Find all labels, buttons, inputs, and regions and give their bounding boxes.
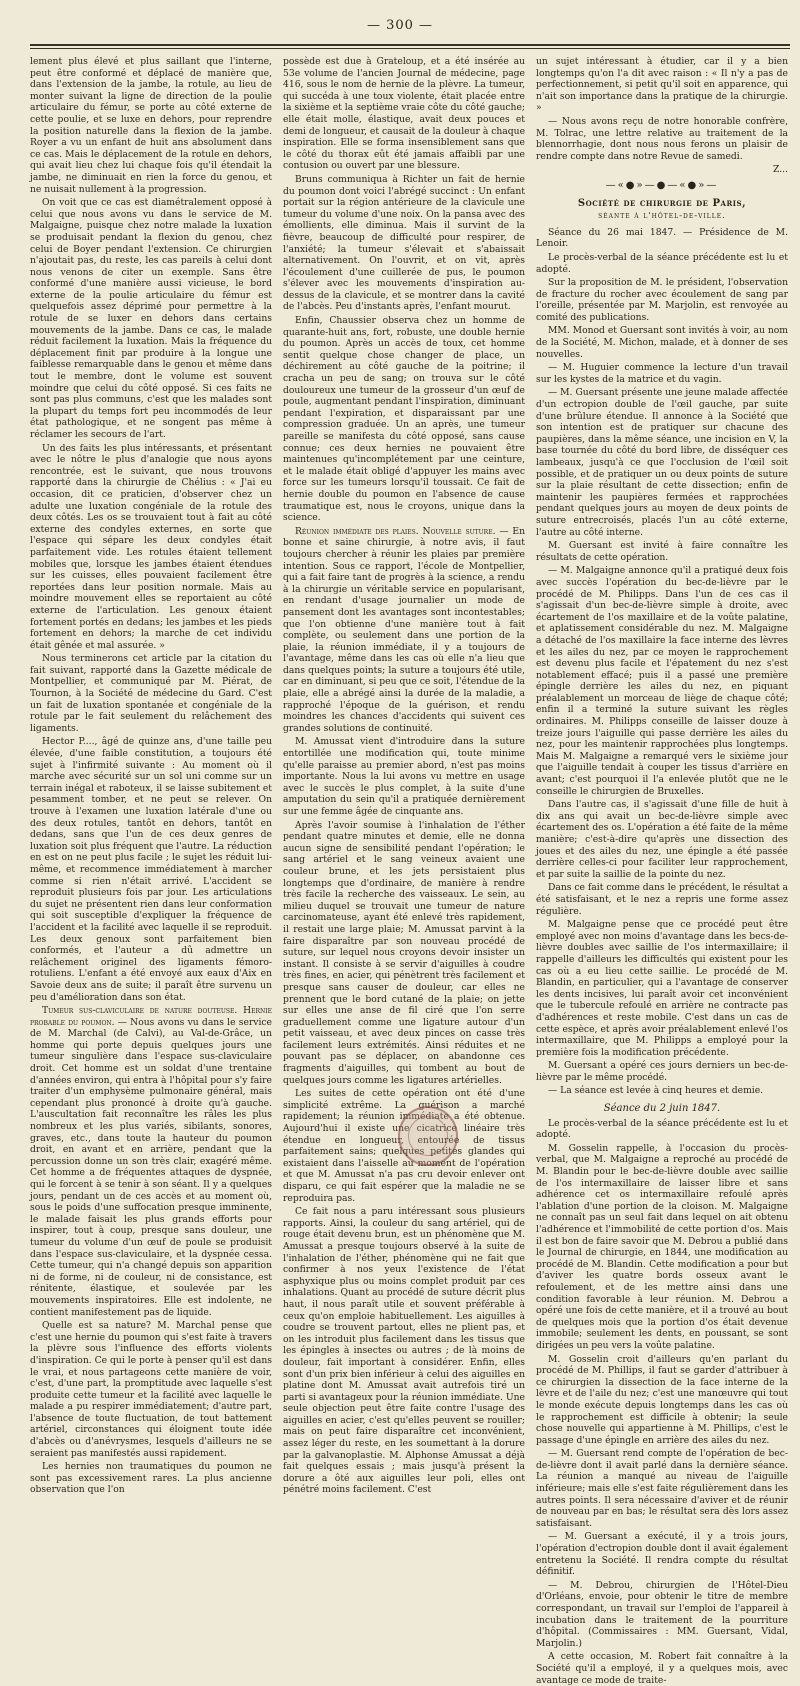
section-subheading: séante à l'hôtel-de-ville. xyxy=(598,211,726,222)
paragraph: Enfin, Chaussier observa chez un homme de quarante-huit ans, fort, robuste, une double hernie du poumon. Après un accès de toux, cet homme sentit quelque chose changer de place, un déchirement au côté gauche de la poitrine; il cracha un peu de sang; on trouva sur le côté douloureux une tumeur de la grosseur d'un œuf de poule, augmentant pendant l'inspiration, diminuant pendant l'expiration, et disparaissant par une compression graduée. Un an après, une tumeur pareille se manifesta du côté opposé, sans cause connue; ces deux hernies ne pouvaient être maintenues qu'incomplétement par une ceinture, et le malade était obligé d'appuyer les mains avec force sur les tumeurs lorsqu'il toussait. Ce fait de hernie double du poumon en l'absence de cause traumatique est, nous le croyons, unique dans la science. xyxy=(283,315,525,524)
paragraph: un sujet intéressant à étudier, car il y a bien longtemps qu'on l'a dit avec raison : « Il n'y a pas de perfectionnement, si petit qu'il soit en apparence, qui n'ait son importance dans la pratique de la chirurgie. » xyxy=(536,56,788,114)
header-rule-thin xyxy=(30,48,790,49)
paragraph: Ce fait nous a paru intéressant sous plusieurs rapports. Ainsi, la couleur du sang artériel, qui de rouge était devenu brun, est un phénomène que M. Amussat a presque toujours observé à la suite de l'inhalation de l'éther, phénomène qui ne fait que confirmer à nos yeux l'existence de l'état asphyxique plus ou moins complet produit par ces inhalations. Quant au procédé de suture décrit plus haut, il nous paraît utile et souvent préférable à ceux qu'on emploie habituellement. Les aiguilles à coudre se trouvent partout, elles ne plient pas, et on les introduit plus facilement dans les tissus que les épingles à insectes ou autres ; de là moins de douleur, fait important à considérer. Enfin, elles sont d'un prix bien inférieur à celui des aiguilles en platine dont M. Amussat avait autrefois tiré un parti si avantageux pour la réunion immédiate. Une seule objection peut être faite contre l'usage des aiguilles en acier, c'est qu'elles peuvent se rouiller; mais on peut faire disparaître cet inconvénient, assez léger du reste, en les soumettant à la dorure par la galvanoplastie. M. Alphonse Amussat a déjà fait quelques essais ; mais jusqu'à présent la dorure a ôté aux aiguilles leur poli, elles ont pénétré moins facilement. C'est xyxy=(283,1206,525,1496)
paragraph: — Nous avons vu dans le service de M. Marchal (de Calvi), au Val-de-Grâce, un homme qui porte depuis quelques jours une tumeur singulière dans l'espace sus-claviculaire droit. Cet homme est un soldat d'une trentaine d'années environ, qui entra à l'hôpital pour s'y faire traiter d'un emphysème pulmonaire général, mais cependant plus prononcé à droite qu'à gauche. L'auscultation fait reconnaître les râles les plus nombreux et les plus variés, sibilants, sonores, graves, etc., dans toute la hauteur du poumon droit, en avant et en arrière, pendant que la percussion donne un son très clair, exagéré même. Cet homme a de fréquentes attaques de dyspnée, qui le forcent à se tenir à son séant. Il y a quelques jours, pendant un de ces accès et au moment où, sous le poids d'une suffocation presque imminente, le malade faisait les plus grands efforts pour inspirer, tout à coup, presque sans douleur, une tumeur du volume d'un œuf de poule se produisit dans l'espace sus-claviculaire, et la dyspnée cessa. Cette tumeur, qui n'a changé depuis son apparition ni de forme, ni de couleur, ni de consistance, est rénitente, élastique, et soulevée par les mouvements inspiratoires. Elle est indolente, ne contient manifestement pas de liquide. xyxy=(30,1016,272,1318)
meeting-line: Séance du 26 mai 1847. — Présidence de M. Lenoir. xyxy=(536,226,788,250)
paragraph: — M. Guersant a exécuté, il y a trois jours, l'opération d'ectropion double dont il avait également entretenu la Société. Il rendra compte du résultat définitif. xyxy=(536,1531,788,1578)
paragraph: — M. Malgaigne annonce qu'il a pratiqué deux fois avec succès l'opération du bec-de-lièvre par le procédé de M. Philipps. Dans l'un de ces cas il s'agissait d'un bec-de-lièvre simple à droite, avec écartement de l'os maxillaire et de la voûte palatine, et aplatissement considérable du nez. M. Malgaigne a détaché de l'os maxillaire la face interne des lèvres et les ailes du nez, par ce moyen le rapprochement est devenu plus facile et l'épatement du nez s'est notablement effacé; puis il a passé une première épingle derrière les ailes du nez, en piquant préalablement un morceau de liège de chaque côté; enfin il a terminé la suture suivant les règles ordinaires. M. Philipps conseille de laisser douze à treize jours l'aiguille qui passe derrière les ailes du nez, pour les maintenir rapprochées plus longtemps. Mais M. Malgaigne a remarqué vers le sixième jour que l'aiguille tendait à couper les tissus d'arrière en avant; c'est pourquoi il l'a enlevée plutôt que ne le conseille le chirurgien de Bruxelles. xyxy=(536,565,788,797)
article-heading: Réunion immédiate des plaies. Nouvelle suture. xyxy=(295,525,496,537)
paragraph: Dans ce fait comme dans le précédent, le résultat a été satisfaisant, et le nez a repris une forme assez régulière. xyxy=(536,882,789,917)
paragraph: MM. Monod et Guersant sont invités à voir, au nom de la Société, M. Michon, malade, et à donner de ses nouvelles. xyxy=(536,325,788,360)
paragraph: M. Malgaigne pense que ce procédé peut être employé avec non moins d'avantage dans les becs-de-lièvre doubles avec saillie de l'os intermaxillaire; il rappelle d'ailleurs les difficultés qui existent pour les cas où a eu lieu cette saillie. Le procédé de M. Blandin, en particulier, qui a l'avantage de conserver les dents incisives, lui paraît avoir cet inconvénient que le tubercule refoulé en arrière ne contracte pas d'adhérences et reste mobile. C'est dans un cas de cette espèce, et après avoir préalablement enlevé l'os intermaxillaire, que M. Philipps a employé pour la première fois la modification précédente. xyxy=(536,919,788,1058)
paragraph: M. Amussat vient d'introduire dans la suture entortillée une modification qui, toute minime qu'elle paraisse au premier abord, n'est pas moins importante. Nous la lui avons vu mettre en usage avec le succès le plus complet, à la suite d'une amputation du sein qu'il a pratiquée dernièrement sur une femme âgée de cinquante ans. xyxy=(283,736,525,817)
paragraph: — M. Guersant présente une jeune malade affectée d'un ectropion double de l'œil gauche, par suite d'une brûlure étendue. Il annonce à la Société que son intention est de pratiquer sur chacune des paupières, dans la même séance, une incision en V, la base tournée du côté du bord libre, de disséquer ces lambeaux, jusqu'à ce que l'occlusion de l'œil soit possible, et de pratiquer un ou deux points de suture sur la plaie résultant de cette dissection; enfin de maintenir les paupières fermées et rapprochées pendant quelques jours au moyen de deux points de suture entrecroisés, placés l'un au côté externe, l'autre au côté interne. xyxy=(536,387,788,538)
paragraph: Les hernies non traumatiques du poumon ne sont pas excessivement rares. La plus ancienne observation que l'on xyxy=(30,1461,272,1496)
paragraph: M. Gosselin croit d'ailleurs qu'en parlant du procédé de M. Phillips, il faut se garder d'attribuer à ce chirurgien la dissection de la face interne de la lèvre et de l'aile du nez; c'est une manœuvre qui tout le monde exécute depuis longtemps dans les cas où le rapprochement est difficile à obtenir; la seule chose nouvelle qui appartienne à M. Phillips, c'est le passage d'une épingle en arrière des ailes du nez. xyxy=(536,1353,788,1446)
header-rule xyxy=(30,44,790,46)
paragraph: Hector P...., âgé de quinze ans, d'une taille peu élevée, d'une faible constitution, a toujours été sujet à l'infirmité suivante : Au moment où il marche avec sécurité sur un sol uni comme sur un terrain inégal et raboteux, il se laisse subitement et pesamment tomber, et ne peut se relever. On trouve à l'examen une luxation latérale d'une ou des deux rotules, tantôt en dehors, tantôt en dedans, sans que l'un de ces deux genres de luxation soit plus fréquent que l'autre. La réduction en est on ne peut plus facile ; le sujet les réduit lui-même, et recommence immédiatement à marcher comme si rien n'était arrivé. L'accident se reproduit plusieurs fois par jour. Les articulations du sujet ne présentent rien dans leur conformation qui soit susceptible d'expliquer la fréquence de l'accident et la facilité avec laquelle il se reproduit. Les deux genoux sont parfaitement bien conformés, et l'auteur a dû admettre un relâchement originel des ligaments fémoro-rotuliens. L'enfant a été envoyé aux eaux d'Aix en Savoie deux ans de suite; il paraît être survenu un peu d'amélioration dans son état. xyxy=(30,736,272,1003)
paragraph: — En bonne et saine chirurgie, à notre avis, il faut toujours chercher à réunir les plaies par première intention. Sous ce rapport, l'école de Montpellier, qui a fait faire tant de progrès à la science, a rendu à la chirurgie un véritable service en popularisant, en rendant d'usage journalier un mode de pansement dont les avantages sont incontestables; que l'on obtienne d'une manière tout à fait complète, ou seulement dans une portion de la plaie, la réunion immédiate, il y a toujours de l'avantage, même dans les cas où elle n'a lieu que dans quelques points; la suture a toujours été utile, car en diminuant, si peu que ce soit, l'étendue de la plaie, elle a abrégé ainsi la durée de la maladie, a rapproché l'époque de la guérison, et rendu moindres les chances d'accidents qui suivent ces grandes solutions de continuité. xyxy=(283,525,526,734)
column-right xyxy=(536,56,789,1686)
article-heading: Tumeur sus-claviculaire de nature douteuse. Hernie probable du poumon. xyxy=(30,1005,272,1028)
library-stamp xyxy=(398,1106,458,1166)
paragraph: M. Guersant a opéré ces jours derniers un bec-de-lièvre par le même procédé. xyxy=(536,1060,788,1083)
paragraph: Bruns communiqua à Richter un fait de hernie du poumon dont voici l'abrégé succinct : Un enfant portait sur la région antérieure de la clavicule une tumeur du volume d'une noix. On la pansa avec des émollients, elle diminua. Mais il survint de la fièvre, beaucoup de difficulté pour respirer, de l'anxiété; la tumeur s'élevait et s'abaissait alternativement. On l'ouvrit, et on vit, après l'écoulement d'une cuillerée de pus, le poumon s'élever avec les mouvements d'inspiration au-dessus de la clavicule, et se montrer dans la cavité de l'abcès. Peu d'instants après, l'enfant mourut. xyxy=(283,173,525,313)
paragraph: — M. Guersant rend compte de l'opération de bec-de-lièvre dont il avait parlé dans la dernière séance. La réunion a manqué au niveau de l'aiguille inférieure; mais elle s'est faite régulièrement dans les autres points. Il sera nécessaire d'aviver et de réunir de nouveau par en bas; le résultat sera dès lors assez satisfaisant. xyxy=(536,1448,788,1529)
meeting-heading: Séance du 2 juin 1847. xyxy=(603,1103,721,1115)
section-heading: Société de chirurgie de Paris, xyxy=(577,197,747,209)
paragraph: possède est due à Grateloup, et a été insérée au 53e volume de l'ancien Journal de médecine, page 416, sous le nom de hernie de la plèvre. La tumeur, qui succéda à une toux violente, était placée entre la sixième et la septième vraie côte du côté gauche; elle était molle, élastique, avait deux pouces et demi de longueur, et causait de la douleur à chaque inspiration. Elle se forma insensiblement sans que le côté du thorax eût été jamais affaibli par une contusion ou ouvert par une blessure. xyxy=(283,56,525,172)
paragraph: — Nous avons reçu de notre honorable confrère, M. Tolrac, une lettre relative au traitement de la blennorrhagie, dont nous nous ferons un plaisir de rendre compte dans notre Revue de samedi. xyxy=(536,115,788,162)
library-stamp-ring xyxy=(408,1116,448,1156)
paragraph: M. Gosselin rappelle, à l'occasion du procès-verbal, que M. Malgaigne a reproché au procédé de M. Blandin pour le bec-de-lièvre double avec saillie de l'os intermaxillaire de laisser libre et sans adhérence cet os intermaxillaire refoulé après l'ablation d'une portion de la cloison. M. Malgaigne ne connaît pas un seul fait dans lequel on ait obtenu l'adhérence et l'immobilité de cette portion d'os. Mais il est bon de faire savoir que M. Debrou a publié dans le Journal de chirurgie, en 1844, une modification au procédé de M. Blandin. Cette modification a pour but d'aviver les quatre bords osseux avant le refoulement, et de les mettre ainsi dans une condition favorable à leur réunion. M. Debrou a opéré une fois de cette manière, et il a trouvé au bout de quelques mois que la portion d'os était devenue immobile; seulement les dents, en poussant, se sont dirigées un peu vers la voûte palatine. xyxy=(536,1142,788,1351)
signature: Z... xyxy=(773,164,788,176)
paragraph: Le procès-verbal de la séance précédente est lu et adopté. xyxy=(536,1117,788,1141)
paragraph: Sur la proposition de M. le président, l'observation de fracture du rocher avec écoulement de sang par l'oreille, présentée par M. Marjolin, est renvoyée au comité des publications. xyxy=(536,277,788,323)
column-left xyxy=(30,56,272,1496)
paragraph: Après l'avoir soumise à l'inhalation de l'éther pendant quatre minutes et demie, elle ne donna aucun signe de sensibilité pendant l'opération; le sang artériel et le sang veineux avaient une couleur brune, et les jets persistaient plus longtemps que d'ordinaire, de manière à rendre très facile la recherche des vaisseaux. Le sein, au milieu duquel se trouvait une tumeur de nature carcinomateuse, ayant été enlevé très rapidement, il restait une large plaie; M. Amussat parvint à la faire disparaître par son nouveau procédé de suture, sur lequel nous croyons devoir insister un instant. Il consiste à se servir d'aiguilles à coudre très fines, en acier, qui pénètrent très facilement et presque sans causer de douleur, car elles ne prennent que le bord cutané de la plaie; on jette sur elles une anse de fil ciré que l'on serre graduellement comme une ligature autour d'un petit vaisseau, et avec deux pinces on casse très facilement leurs extrémités. Ainsi réduites et ne pouvant pas se déplacer, on abandonne ces fragments d'aiguilles, qui tombent au bout de quelques jours comme les ligatures artérielles. xyxy=(283,819,525,1086)
paragraph: — M. Debrou, chirurgien de l'Hôtel-Dieu d'Orléans, envoie, pour obtenir le titre de membre correspondant, un travail sur l'emploi de l'appareil à incubation dans le traitement de la pourriture d'hôpital. (Commissaires : MM. Guersant, Vidal, Marjolin.) xyxy=(536,1579,788,1649)
paragraph: A cette occasion, M. Robert fait connaître à la Société qu'il a employé, il y a quelques mois, avec avantage ce mode de traite- xyxy=(536,1651,788,1686)
paragraph: lement plus élevé et plus saillant que l'interne, peut être conformé et déplacé de manière que, dans l'extension de la jambe, la rotule, au lieu de monter suivant la ligne de direction de la poulie articulaire du fémur, se porte au côté externe de cette poulie, et se luxe en dehors, pour reprendre la position naturelle dans la flexion de la jambe. Royer a vu un enfant de huit ans absolument dans ce cas. Mais le déplacement de la rotule en dehors, qui avait lieu chez lui chaque fois qu'il étendait la jambe, ne diminuait en rien la force du genou, et ne nuisait nullement à la progression. xyxy=(30,56,272,195)
paragraph: — La séance est levée à cinq heures et demie. xyxy=(548,1085,764,1097)
paragraph: M. Guersant est invité à faire connaître les résultats de cette opération. xyxy=(536,540,788,563)
paragraph: Un des faits les plus intéressants, et présentant avec le nôtre le plus d'analogie que nous ayons rencontrée, est le suivant, que nous trouvons rapporté dans la chirurgie de Chélius : « J'ai eu occasion, dit ce praticien, d'observer chez un adulte une luxation congéniale de la rotule des deux côtés. Les os se trouvaient tout à fait au côté externe des condyles externes, en sorte que l'espace qui sépare les deux condyles était parfaitement vide. Les rotules étaient tellement mobiles que, lorsque les jambes étaient étendues sur les cuisses, elles pouvaient facilement être reportées dans leur position normale. Mais au moindre mouvement elles se reportaient au côté externe de l'articulation. Les genoux étaient fortement portés en dedans; les jambes et les pieds fortement en dehors; la marche de cet individu était gênée et mal assurée. » xyxy=(30,442,272,651)
paragraph: Quelle est sa nature? M. Marchal pense que c'est une hernie du poumon qui s'est faite à travers la plèvre sous l'influence des efforts violents d'inspiration. Ce qui le porte à penser qu'il est dans le vrai, et nous partageons cette manière de voir, c'est, d'une part, la promptitude avec laquelle s'est produite cette tumeur et la facilité avec laquelle le malade a pu respirer immédiatement; d'autre part, l'absence de toute fluctuation, de tout battement artériel, circonstances qui éloignent toute idée d'abcès ou d'anévrysmes, lesquels d'ailleurs ne se seraient pas manifestés aussi rapidement. xyxy=(30,1320,272,1459)
column-middle xyxy=(283,56,526,1496)
paragraph: — M. Huguier commence la lecture d'un travail sur les kystes de la matrice et du vagin. xyxy=(536,362,788,385)
ornament-divider: —«●»—●—«●»— xyxy=(605,179,719,191)
paragraph: Nous terminerons cet article par la citation du fait suivant, rapporté dans la Gazette médicale de Montpellier, et communiqué par M. Piérat, de Tournon, à la Société de médecine du Gard. C'est un fait de luxation spontanée et congéniale de la rotule par le fait seulement du relâchement des ligaments. xyxy=(30,653,272,734)
page-number: — 300 — xyxy=(366,18,434,33)
paragraph: Les suites de cette opération ont été d'une simplicité extrême. La guérison a marché rapidement; la réunion immédiate a été obtenue. Aujourd'hui il existe une cicatrice linéaire très étendue en longueur, entourée de tissus parfaitement sains; quelques petites glandes qui existaient dans l'aisselle au moment de l'opération et que M. Amussat n'a pas cru devoir enlever ont disparu, ce qui fait espérer que la maladie ne se reproduira pas. xyxy=(283,1088,525,1204)
paragraph: On voit que ce cas est diamétralement opposé à celui que nous avons vu dans le service de M. Malgaigne, puisque chez notre malade la luxation se produisait pendant la flexion du genou, chez celui de Boyer pendant l'extension. Ce chirurgien n'ajoutait pas, du reste, les cas pareils à celui dont nous venons de citer un exemple. Sans être conformé d'une manière aussi vicieuse, le bord externe de la poulie articulaire du fémur est quelquefois assez déprimé pour permettre à la rotule de se luxer en dehors dans certains mouvements de la jambe. Dans ce cas, le malade réduit facilement la luxation. Mais la fréquence du déplacement finit par produire à la longue une faiblesse remarquable dans le genou et même dans tout le membre, dont le volume est souvent moindre que celui du côté opposé. Si ces faits ne sont pas plus communs, c'est que les malades sont la plupart du temps fort peu incommodés de leur état pathologique, et ne songent pas même à réclamer les secours de l'art. xyxy=(30,197,272,440)
paragraph: Le procès-verbal de la séance précédente est lu et adopté. xyxy=(536,251,788,275)
paragraph: Dans l'autre cas, il s'agissait d'une fille de huit à dix ans qui avait un bec-de-lièvre simple avec écartement des os. L'opération a été faite de la même manière; c'est-à-dire qu'après une dissection des joues et des ailes du nez, une épingle a été passée derrière celles-ci pour faciliter leur rapprochement, et par suite la saillie de la pointe du nez. xyxy=(536,799,788,880)
